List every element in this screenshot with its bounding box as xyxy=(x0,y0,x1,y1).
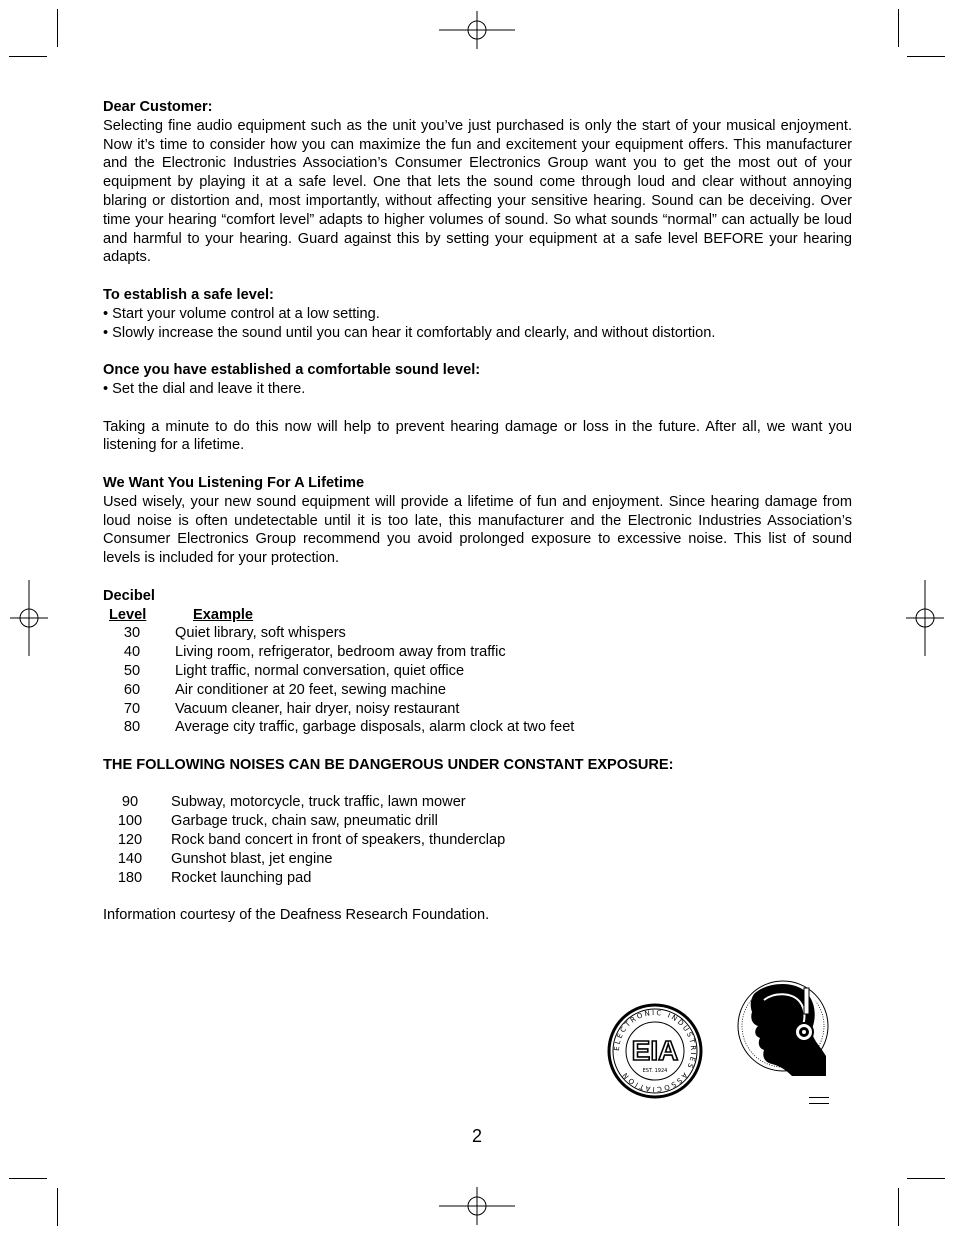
lifetime-paragraph: Used wisely, your new sound equipment will provide a lifetime of fun and enjoyment. Since hearing damage from loud noise is often undetectable until it is too late, this manufacturer and the Electronic Industries Association’s Consumer Electronics Group recommend you avoid prolonged exposure to excessive noise. This list of sound levels is included for your protection. xyxy=(103,493,852,567)
dangerous-heading: THE FOLLOWING NOISES CAN BE DANGEROUS UNDER CONSTANT EXPOSURE: xyxy=(103,756,674,773)
table-row xyxy=(103,831,505,850)
safe-level-heading: To establish a safe level: xyxy=(103,286,274,303)
credit-line: Information courtesy of the Deafness Research Foundation. xyxy=(103,907,490,924)
level-cell: 80 xyxy=(123,719,141,736)
head-with-headphones-icon xyxy=(736,978,832,1082)
registration-mark-left xyxy=(10,580,48,656)
example-cell: Quiet library, soft whispers xyxy=(175,625,346,642)
level-cell: 40 xyxy=(123,644,141,661)
level-cell: 60 xyxy=(123,681,141,698)
level-cell: 70 xyxy=(123,700,141,717)
comfortable-heading: Once you have established a comfortable sound level: xyxy=(103,362,481,379)
example-cell: Average city traffic, garbage disposals, alarm clock at two feet xyxy=(175,719,575,736)
example-cell: Air conditioner at 20 feet, sewing machine xyxy=(175,681,446,698)
registration-mark-top xyxy=(439,11,515,49)
table-row xyxy=(103,700,574,719)
svg-text:EIA: EIA xyxy=(631,1035,679,1066)
table-row xyxy=(103,850,505,869)
example-cell: Living room, refrigerator, bedroom away from traffic xyxy=(175,644,506,661)
intro-paragraph: Selecting fine audio equipment such as the unit you’ve just purchased is only the start of your musical enjoyment. Now it’s time to consider how you can maximize the fun and excitement your equipment offers. This manufacturer and the Electronic Industries Association’s Consumer Electronics Group want you to get the most out of your equipment by playing it at a safe level. One that lets the sound come through loud and clear without annoying blaring or distortion and, most importantly, without affecting your sensitive hearing. Sound can be deceiving. Over time your hearing “comfort level” adapts to higher volumes of sound. So what sounds “normal” can actually be loud and harmful to your hearing. Guard against this by setting your equipment at a safe level BEFORE your hearing adapts. xyxy=(103,117,852,266)
decibel-title: Decibel xyxy=(103,587,155,604)
example-cell: Gunshot blast, jet engine xyxy=(171,850,333,867)
example-cell: Rock band concert in front of speakers, thunderclap xyxy=(171,832,506,849)
registration-mark-bottom xyxy=(439,1187,515,1225)
column-header-example: Example xyxy=(193,606,254,623)
level-cell: 140 xyxy=(117,850,143,867)
level-cell: 90 xyxy=(121,794,139,811)
table-row xyxy=(103,793,505,812)
comfortable-item: • Set the dial and leave it there. xyxy=(103,380,306,397)
safe-level-item: • Slowly increase the sound until you can hear it comfortably and clearly, and without distortion. xyxy=(103,324,716,341)
registration-mark-right xyxy=(906,580,944,656)
eia-seal-logo xyxy=(607,1003,703,1099)
level-cell: 50 xyxy=(123,662,141,679)
table-row xyxy=(103,624,574,643)
safe-level-item: • Start your volume control at a low setting. xyxy=(103,305,380,322)
level-cell: 30 xyxy=(123,625,141,642)
level-cell: 100 xyxy=(117,813,143,830)
level-cell: 120 xyxy=(117,832,143,849)
logo-underline-mark xyxy=(809,1097,829,1104)
table-row xyxy=(103,718,574,737)
example-cell: Subway, motorcycle, truck traffic, lawn mower xyxy=(171,794,466,811)
dangerous-table xyxy=(103,793,505,887)
table-row xyxy=(103,662,574,681)
example-cell: Rocket launching pad xyxy=(171,869,312,886)
svg-text:EST. 1924: EST. 1924 xyxy=(642,1068,668,1074)
svg-text:ELECTRONIC INDUSTRIES ASSOCIAT: ELECTRONIC INDUSTRIES ASSOCIATION xyxy=(612,1008,698,1094)
example-cell: Vacuum cleaner, hair dryer, noisy restaurant xyxy=(175,700,460,717)
document-body xyxy=(103,98,852,925)
example-cell: Garbage truck, chain saw, pneumatic drill xyxy=(171,813,438,830)
table-row xyxy=(103,869,505,888)
column-header-level: Level xyxy=(109,606,147,623)
page-number: 2 xyxy=(471,1126,482,1146)
lifetime-heading: We Want You Listening For A Lifetime xyxy=(103,474,365,491)
level-cell: 180 xyxy=(117,869,143,886)
taking-minute-paragraph: Taking a minute to do this now will help to prevent hearing damage or loss in the future. After all, we want you listening for a lifetime. xyxy=(103,418,852,454)
example-cell: Light traffic, normal conversation, quiet office xyxy=(175,662,465,679)
table-row xyxy=(103,812,505,831)
table-row xyxy=(103,681,574,700)
greeting: Dear Customer: xyxy=(103,99,213,115)
table-row xyxy=(103,643,574,662)
decibel-table xyxy=(103,606,574,738)
